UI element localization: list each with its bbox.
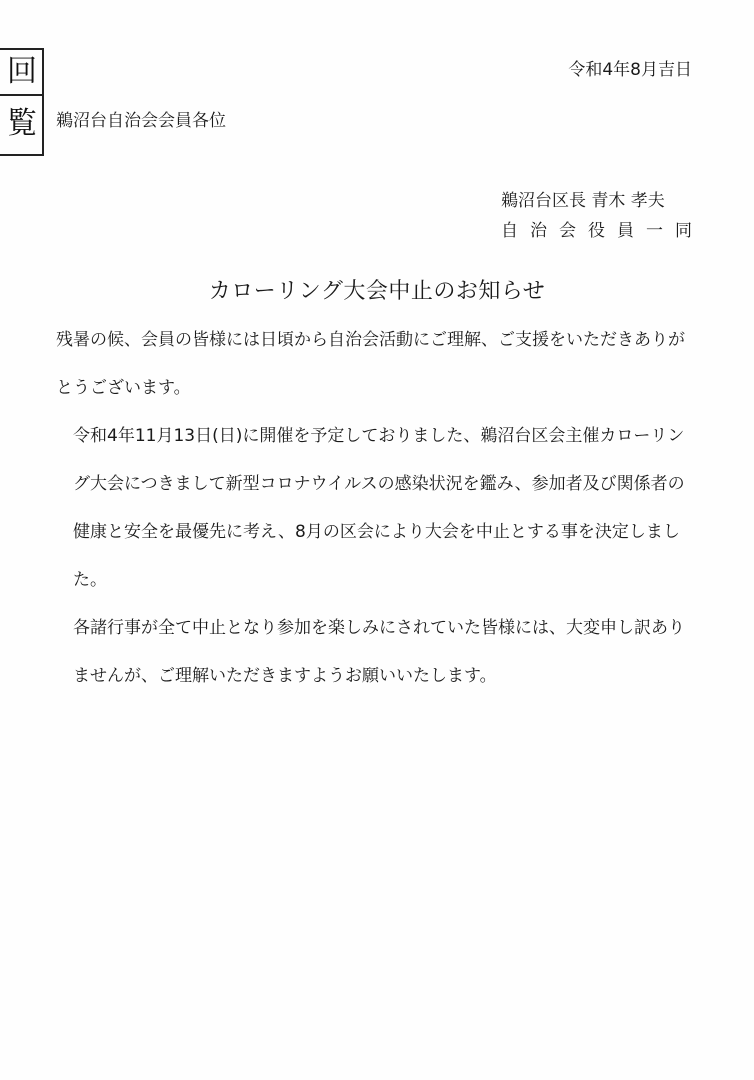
- apology-paragraph: 各諸行事が全て中止となり参加を楽しみにされていた皆様には、大変申し訳ありませんが、ご理解いただきますようお願いいたします。: [73, 618, 685, 686]
- sender-district-head: 鵜沼台区長 青木 孝夫: [501, 191, 665, 211]
- issue-date: 令和4年8月吉日: [568, 60, 692, 80]
- sender-officers: 自治会役員一同: [501, 221, 704, 241]
- notice-body: [56, 316, 692, 700]
- greeting-paragraph: 残暑の候、会員の皆様には日頃から自治会活動にご理解、ご支援をいただきありがとうございます。: [56, 330, 685, 398]
- stamp-char-kai: 回: [7, 54, 37, 89]
- cancellation-paragraph: 令和4年11月13日(日)に開催を予定しておりました、鵜沼台区会主催カローリング大会につきまして新型コロナウイルスの感染状況を鑑み、参加者及び関係者の健康と安全を最優先に考え、8月の区会により大会を中止とする事を決定しました。: [73, 426, 685, 590]
- sender-block: [501, 186, 704, 246]
- circulation-stamp: [0, 48, 44, 156]
- stamp-char-ran: 覧: [7, 106, 37, 141]
- notice-title: カローリング大会中止のお知らせ: [208, 279, 546, 304]
- stamp-divider: [0, 94, 42, 96]
- addressee: 鵜沼台自治会会員各位: [56, 111, 226, 131]
